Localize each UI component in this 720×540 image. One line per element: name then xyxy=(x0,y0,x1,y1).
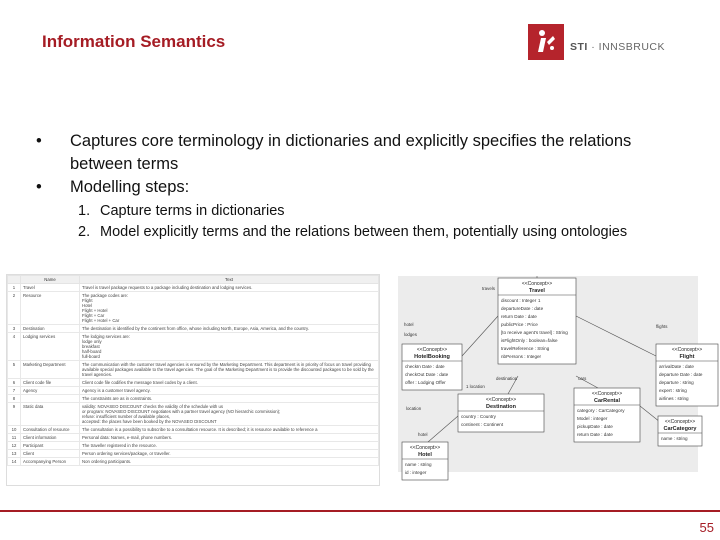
table-row xyxy=(8,395,379,403)
page-number: 55 xyxy=(699,520,714,535)
class-attribute: pickupDate : date xyxy=(577,424,613,429)
class-attribute: nbPersons : Integer xyxy=(501,354,542,359)
association-label: location xyxy=(406,406,422,411)
class-attribute: arrivalDate : date xyxy=(659,364,694,369)
table-cell-name: Static data xyxy=(21,403,80,426)
table-cell-text: Person ordering services/package, or traveller. xyxy=(80,450,379,458)
step-text: Model explicitly terms and the relations between them, potentially using ontologies xyxy=(100,224,628,240)
uml-class-destination xyxy=(458,394,544,432)
table-cell-text: The constraints are as in constraints. xyxy=(80,395,379,403)
table-row xyxy=(8,450,379,458)
table-cell-num: 3 xyxy=(8,325,21,333)
logo-text: STI · INNSBRUCK xyxy=(570,41,666,53)
uml-class-flight xyxy=(656,344,718,406)
class-attribute: departure : string xyxy=(659,380,694,385)
bullet-text: Modelling steps: xyxy=(70,178,190,196)
table-cell-name: Client xyxy=(21,450,80,458)
table-cell-num: 13 xyxy=(8,450,21,458)
steps-list xyxy=(78,201,688,243)
table-cell-num: 8 xyxy=(8,395,21,403)
table-cell-text: Travel is travel package requests to a package including destination and lodging services. xyxy=(80,284,379,292)
table-cell-text: The communication with the customer travel agencies is ensured by the Marketing Department. This department is in priority of focus on travel providing available special packages available to the travel agencies. The goal of the Marketing Department is to provide the discounted packages to be sold by the travel agencies. xyxy=(80,361,379,379)
table-row xyxy=(8,434,379,442)
association-line xyxy=(462,316,498,356)
slide-title: Information Semantics xyxy=(42,32,226,51)
class-attribute: airlines : string xyxy=(659,396,689,401)
table-cell-text: The lodging services are: lodge only breakfast half-board full-board xyxy=(80,333,379,361)
class-attribute: publicPrice : Price xyxy=(501,322,538,327)
class-attribute: country : Country xyxy=(461,414,496,419)
bullet-item xyxy=(28,176,688,199)
bullet-dot: • xyxy=(36,132,42,150)
table-cell-num: 10 xyxy=(8,426,21,434)
table-cell-text: Non ordering participants. xyxy=(80,458,379,466)
uml-class-travel xyxy=(498,278,576,364)
table-cell-text: Agency is a customer travel agency. xyxy=(80,387,379,395)
table-cell-text: validity: NOVASEO DISCOUNT checks the validity of the schedule with us or program: NOVASEO DISCOUNT negotiates with a partner travel agency (NO hierarchic commission); refuse: insufficient number of available places, accepted: the places have been booked by the NOVASEO DISCOUNT xyxy=(80,403,379,426)
table-row xyxy=(8,361,379,379)
table-cell-name: Client information xyxy=(21,434,80,442)
table-cell-name: Lodging services xyxy=(21,333,80,361)
table-row xyxy=(8,426,379,434)
class-attribute: checkOut Date : date xyxy=(405,372,449,377)
table-cell-name: Client code file xyxy=(21,379,80,387)
table-cell-num: 2 xyxy=(8,292,21,325)
dictionary-table-image xyxy=(6,274,380,486)
class-attribute: category : CarCategory xyxy=(577,408,625,413)
class-name: Destination xyxy=(486,404,516,410)
association-label: hotel xyxy=(418,432,428,437)
sti-innsbruck-logo xyxy=(528,24,678,60)
table-cell-num: 14 xyxy=(8,458,21,466)
class-attribute: expert : string xyxy=(659,388,687,393)
table-cell-text: The destination is identified by the continent from office, whose including North, Europe, Asia, America, and the country. xyxy=(80,325,379,333)
class-name: Flight xyxy=(679,354,695,360)
bullet-dot: • xyxy=(36,178,42,196)
table-cell-num: 1 xyxy=(8,284,21,292)
association-label: 1 xyxy=(538,298,541,303)
table-cell-text: The consultation is a possibility to subscribe to a consultation resource. It is described; it is resource available to reference a xyxy=(80,426,379,434)
association-label: destination xyxy=(496,376,518,381)
table-header-row xyxy=(8,276,379,284)
table-cell-text: The package codes are: Flight Hotel Flight + Hotel Flight + Car Flight + Hotel + Car xyxy=(80,292,379,325)
step-item xyxy=(78,222,688,243)
class-attribute: checkIn Date : date xyxy=(405,364,445,369)
table-row xyxy=(8,442,379,450)
bullet-item xyxy=(28,130,688,176)
step-number: 2. xyxy=(78,224,91,240)
association-label: hotel xyxy=(404,322,414,327)
uml-class-car-category xyxy=(658,416,702,446)
column-header: Text xyxy=(80,276,379,284)
association-label: lodges xyxy=(404,332,417,337)
table-cell-num: 4 xyxy=(8,333,21,361)
class-stereotype: <<Concept>> xyxy=(591,391,623,397)
uml-class-car-rental xyxy=(574,388,640,442)
class-name: Hotel xyxy=(418,452,432,458)
table-row xyxy=(8,403,379,426)
class-attribute: isFlightOnly : boolean=false xyxy=(501,338,558,343)
footer-divider xyxy=(0,510,720,512)
table-cell-num: 7 xyxy=(8,387,21,395)
bullet-list xyxy=(28,130,688,243)
step-text: Capture terms in dictionaries xyxy=(100,203,285,219)
uml-class-diagram xyxy=(398,276,703,475)
class-name: CarCategory xyxy=(663,426,697,432)
step-number: 1. xyxy=(78,203,91,219)
class-stereotype: <<Concept>> xyxy=(521,281,553,287)
class-name: CarRental xyxy=(594,398,620,404)
table-row xyxy=(8,379,379,387)
table-cell-num: 5 xyxy=(8,361,21,379)
class-stereotype: <<Concept>> xyxy=(664,419,696,425)
table-cell-name: Marketing Department xyxy=(21,361,80,379)
table-cell-name: Accompanying Person xyxy=(21,458,80,466)
table-cell-name: Agency xyxy=(21,387,80,395)
table-cell-name: Participant xyxy=(21,442,80,450)
class-attribute: travelReference : String xyxy=(501,346,550,351)
table-cell-num: 6 xyxy=(8,379,21,387)
table-cell-num: 12 xyxy=(8,442,21,450)
class-attribute: offer : Lodging Offer xyxy=(405,380,446,385)
table-cell-name xyxy=(21,395,80,403)
table-row xyxy=(8,387,379,395)
association-label: flights xyxy=(656,324,668,329)
step-item xyxy=(78,201,688,222)
dictionary-table xyxy=(7,275,379,466)
table-cell-name: Consultation of resource xyxy=(21,426,80,434)
table-cell-num: 9 xyxy=(8,403,21,426)
bullet-text: Captures core terminology in dictionaries and explicitly specifies the relations between terms xyxy=(70,132,632,173)
table-cell-name: Travel xyxy=(21,284,80,292)
class-attribute: continent : Continent xyxy=(461,422,504,427)
table-cell-num: 11 xyxy=(8,434,21,442)
table-row xyxy=(8,292,379,325)
class-attribute: id : integer xyxy=(405,470,427,475)
table-cell-name: Resource xyxy=(21,292,80,325)
class-attribute: return Date : date xyxy=(501,314,537,319)
column-header: Name xyxy=(21,276,80,284)
uml-class-hotel-booking xyxy=(402,344,462,390)
class-attribute: [to receive agent's travel] : String xyxy=(501,330,568,335)
class-attribute: Model : integer xyxy=(577,416,608,421)
table-cell-text: The traveller registered in the resource. xyxy=(80,442,379,450)
class-stereotype: <<Concept>> xyxy=(409,445,441,451)
association-label: 1 location xyxy=(466,384,485,389)
table-cell-text: Personal data: Names, e-mail, phone numbers. xyxy=(80,434,379,442)
association-line xyxy=(428,416,458,442)
logo-mark-icon xyxy=(528,24,564,60)
class-stereotype: <<Concept>> xyxy=(485,397,517,403)
table-cell-text: Client code file codifies the message travel codes by a client. xyxy=(80,379,379,387)
class-attribute: name : string xyxy=(405,462,432,467)
uml-class-diagram-image xyxy=(398,276,703,475)
table-row xyxy=(8,284,379,292)
association-label: cars xyxy=(578,376,587,381)
class-stereotype: <<Concept>> xyxy=(416,347,448,353)
class-stereotype: <<Concept>> xyxy=(671,347,703,353)
class-name: Travel xyxy=(529,288,545,294)
class-attribute: name : string xyxy=(661,436,688,441)
uml-class-hotel xyxy=(402,442,448,480)
class-attribute: departureDate : date xyxy=(501,306,544,311)
class-attribute: discount : Integer xyxy=(501,298,537,303)
table-row xyxy=(8,325,379,333)
class-name: HotelBooking xyxy=(414,354,450,360)
class-attribute: return Date : date xyxy=(577,432,613,437)
association-line xyxy=(576,316,656,356)
class-attribute: departure Date : date xyxy=(659,372,703,377)
association-line xyxy=(640,406,660,422)
column-header xyxy=(8,276,21,284)
table-row xyxy=(8,333,379,361)
table-row xyxy=(8,458,379,466)
table-cell-name: Destination xyxy=(21,325,80,333)
association-label: travels xyxy=(482,286,495,291)
